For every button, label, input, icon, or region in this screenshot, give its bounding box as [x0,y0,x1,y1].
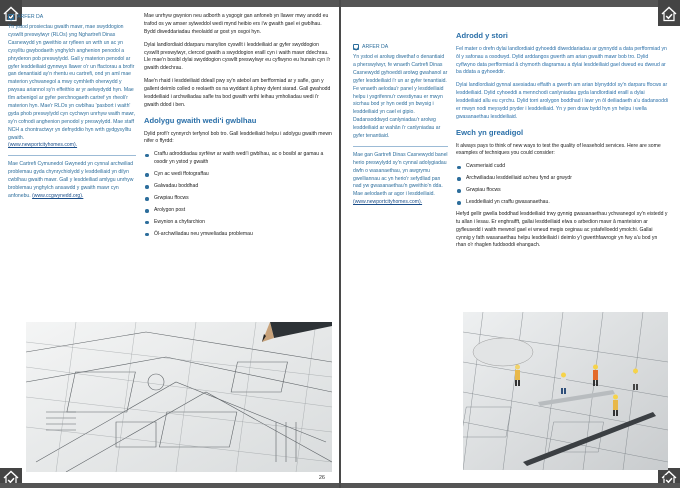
bottom-bar [0,483,339,488]
good-practice-sidebar [353,43,448,212]
top-bar [341,0,680,7]
section-heading: Adolygu gwaith wedi'i gwblhau [144,115,257,125]
sidebar-header [8,13,136,21]
checkbox-icon [353,44,359,50]
sidebar-paragraph: Yn ystod prosiectau gwaith mawr, mae swyddogion cyswllt preswylwyr (RLOs) yng Nghartrefi Dinas Casnewydd yn gweithio ar ryfleen un wrth un ac yn cysylltu gwybodaeth ynghylch anghenion penodol a phryderon pob preswylydd. Gall y materion penodol ar gyfer lesddeiliaid gynnwys llawer o'r un ffactorau a brofir gan denantiaid ay'n rhentu eu cartrefi, ond yn aml mae materion ychwanegol a mwy cymhleth oherwydd y pwysau ariannol sy'n effeithio ar yr aelwydydd hyn. Mae tîm arbenigol ar gyfer perchnogaeth cartref yn rheoli'r materion hyn. Mae'r RLOs yn cwblhau 'pasbort i waith' gyda phob preswylydd cyn cychwyn unrhyw waith mawr, sy'n cofnodi anghenion penodol y preswylydd. Mae staff NCH a chontractwyr yn defnyddio hyn wrth gydgysylltu gwaith. (www.newportcityhomes.com). [8,24,136,149]
bottom-bar [341,483,680,488]
list-item: Arolygon post [144,207,334,215]
sidebar-paragraph: Yn ystod ei arolwg diwethaf o denantiaid a pherswylwyr, fe wnaeth Cartrefi Dinas Casnewydd gyhoeddi arolwg gwahanol ar gyfer lesddeiliaid i'r un ar gyfer tenantiaid. Fe wnaeth aelodau'r panel y lesddeiliaid helpu i ysgrifennu'r cwestiynau er mwyn sicrhau bod yr hyn oedd yn bwysig i lesddeiliaid yn cael ei gipio. Dadansoddwyd canlyniadau'r arolwg lesddeiliaid ar wahân i'r canlyniadau ar gyfer tenantiaid. [353,54,448,139]
body-paragraph: Fel mater o drefn dylai landlordiaid gyhoeddi diweddariadau ar gynnydd a data perfformiad yn ôl y safonau a osodwyd. Dylid arddangos gwerth am arian gwaith mawr bob tro. Dylid cyflwyno data perfformiad â chymorth diagramau a dylai lesddeiliaid gael dweud eu dweud ar ba ddata a gyhoeddir. [456,45,667,76]
body-paragraph: Dylid profi'r cynnyrch terfynol bob tro. Gall lesddeiliaid helpu i adolygu gwaith mewn nifer o ffyrdd: [144,130,332,145]
main-column [456,27,668,255]
website-link[interactable]: (www.newportcityhomes.com). [353,199,423,206]
section-heading: Adrodd y stori [456,31,508,40]
construction-scene [463,312,668,470]
list-item: Cwsmeriaid cudd [456,163,668,171]
top-bar [0,0,339,7]
sidebar-header [353,43,448,51]
left-page [0,0,339,488]
house-check-icon [661,6,677,22]
list-item: Archwiliadau lesddeiliaid ac/neu fynd ar grwydr [456,175,668,183]
list-item: Ewynion a chyfarchion [144,219,334,227]
bullet-list [456,163,668,207]
blueprint-photo [26,322,332,472]
section-heading: Ewch yn greadigol [456,127,524,137]
list-item: Cyn ac wedi ffotograffau [144,171,334,179]
sidebar-title: ARFER DA [17,14,44,20]
page-number: 27 [659,475,666,481]
good-practice-sidebar [8,13,136,206]
list-item: Craffu adroddiadau syrfëwr ar waith wedi'i gwblhau, ac o bosibl ar gamau a osodir yn ystod y gwaith [144,151,334,167]
body-paragraph: Hefyd gellir gwella boddhad lesddeiliaid trwy gynnig gwasanaethau ychwanegol sy'n eistedd y tu allan i lesau. Er enghraifft, gallai lesddeiliaid elwa o arbedion mawr â manteision ar gyfleusedd i waith mewnol gael ei wneud megis ceginau ac ystafelloedd ymolchi. Gallai cynnig y fath wasanaethau helpu lesddeiliaid i deimlo y'i gwerthfawrogir yn fwy a'u bod yn rhan o'r rhaglen fuddsoddi ehangach. [456,210,668,249]
sidebar-paragraph: Mae Cartrefi Cymunedol Gwynedd yn cynnal archwiliad problemau gyda chynrychiolydd y lesddeiliaid yn dilyn cwblhau gwaith mawr. Gall y lesddeiliad amlygu unrhyw broblemau ynghylch ansawdd y gwaith mawr cyn anfonebu. (www.ccgwynedd.org). [8,161,134,199]
list-item: Grwpiau ffocws [456,187,668,195]
main-column [144,13,334,242]
list-item: Öl-archwiliadau neu ymweliadau problemau [144,231,334,239]
list-item: Grwpiau ffocws [144,195,334,203]
blueprint-drawing [26,322,332,472]
construction-photo [463,312,668,470]
body-paragraph: Dylai landlordiaid ddarparu manylion cyswllt i lesddeiliaid ar gyfer swyddogion cyswllt preswylwyr, clercod gwaith a swyddogion eraill cyn i waith mawr ddechrau. Lle mae'n bosibl dylai swyddogion cyswllt preswylwyr eu cyflwyno eu hunain cyn i'r gwaith ddechrau. [144,41,331,72]
body-paragraph: Mae unrhyw gwynion neu adborth a ysgogir gan anfoneb yn llawer mwy anodd eu trafod os yw amser sylweddol wedi mynd heibio ers i'w gwaith gael ei gwblhau. Bydd diweddariadau rheolaidd ar gost yn osgoi hyn. [144,13,329,35]
body-paragraph: Mae'n rhaid i lesddeiliaid ddeall pwy sy'n atebol am berfformiad ar y safle, gan y gallent deimlo colled o reolaeth os na wyddant â phwy dylent siarad. Gall gwahodd lesddeiliaid i archwiliadau safle tra bod gwaith wrthi leihau ymholiadau wedi i'r gwaith ddod i ben. [144,78,331,108]
sidebar-title: ARFER DA [362,44,389,50]
list-item: Galwadau boddhad [144,183,334,191]
website-link[interactable]: (www.newportcityhomes.com). [8,142,78,149]
body-paragraph: It always pays to think of new ways to test the quality of leasehold services. Here are some examples of techniques you could consider: [456,142,661,157]
website-link[interactable]: (www.ccgwynedd.org). [32,192,84,199]
corner-tab [658,0,680,26]
body-paragraph: Dylai landlordiaid gynnal asesiadau effaith a gwerth am arian blynyddol sy'n darparu ffocws ar lesddeiliaid. Dylid cyhoeddi a mennchodi canlyniadau gyda landlordiaid eraill a dylai lesddeiliaid allu eu cyrchu. Dylid torri arolygon boddhad i lawr yn ôl deiliadaeth a'u dadansoddi er mwyn nodi meysydd pryder i lesddeiliaid. Yn y pen draw bydd hyn yn helpu i wella gwasanaethau lesddeiliaid. [456,82,668,120]
checkbox-icon [8,14,14,20]
divider [8,155,136,156]
divider [353,146,448,147]
list-item: Lesddeiliaid yn craffu gwasanaethau. [456,199,668,207]
bullet-list [144,151,334,238]
page-number: 26 [318,475,325,481]
right-page [341,0,680,488]
sidebar-paragraph: Mae gan Gartrefi Dinas Casnewydd banel herio preswylydd sy'n cynnal adolygiadau dwfn o wasanaethau, yn awgrymu gwelliannau ac yn herio'r sefydliad pan nad yw gwasanaethau'n gweithio'n dda. Mae aelodaeth ar agor i lesddeiliaid. (www.newportcityhomes.com). [353,151,448,206]
